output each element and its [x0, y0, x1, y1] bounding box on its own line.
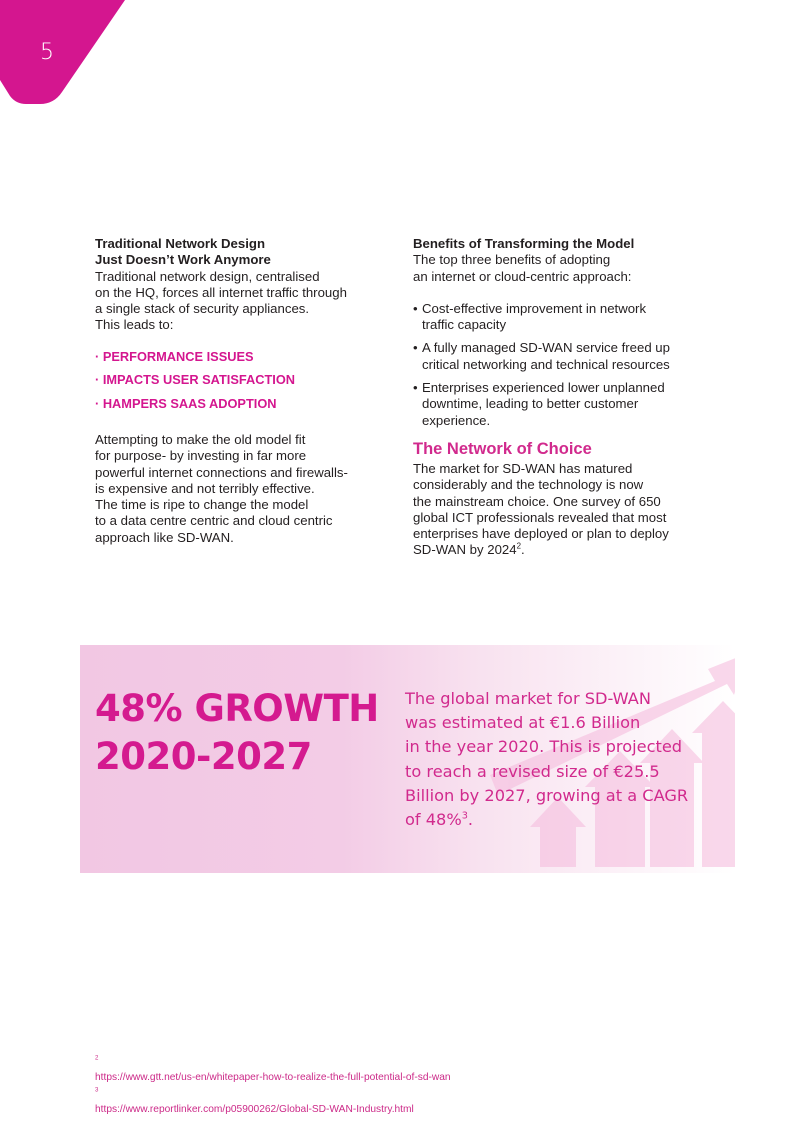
footnote-link[interactable]: https://www.gtt.net/us-en/whitepaper-how-to-realize-the-full-potential-of-sd-wan	[95, 1072, 451, 1083]
benefit-text: Cost-effective improvement in network traffic capacity	[422, 300, 647, 333]
growth-body: The global market for SD-WAN was estimated at €1.6 Billion in the year 2020. This is projected to reach a revised size of €25.5 Billion by 2027, growing at a CAGR of 48%	[405, 689, 689, 830]
growth-description	[405, 687, 705, 832]
issue-item: · PERFORMANCE ISSUES	[95, 348, 254, 364]
growth-end: .	[467, 810, 474, 830]
section-title: The Network of Choice	[413, 439, 592, 458]
benefit-text: Enterprises experienced lower unplanned downtime, leading to better customer experience.	[422, 380, 665, 428]
benefit-item	[413, 301, 713, 334]
benefit-text: A fully managed SD-WAN service freed up critical networking and technical resources	[422, 340, 670, 372]
page-number: 5	[40, 40, 54, 65]
right-heading: Benefits of Transforming the Model	[413, 236, 635, 251]
issue-item: · HAMPERS SAAS ADOPTION	[95, 395, 277, 411]
bullet-icon: •	[413, 300, 418, 316]
footnote-link[interactable]: https://www.reportlinker.com/p05900262/Global-SD-WAN-Industry.html	[95, 1104, 414, 1115]
right-column	[413, 236, 713, 559]
section-end: .	[521, 542, 525, 558]
left-column	[95, 236, 395, 546]
bullet-icon: •	[413, 380, 418, 396]
left-heading: Traditional Network Design Just Doesn’t Work Anymore	[95, 236, 271, 268]
benefit-item	[413, 380, 713, 429]
growth-banner	[80, 645, 735, 873]
issues-list	[95, 349, 395, 412]
benefits-list	[413, 301, 713, 429]
growth-headline: 48% GROWTH 2020-2027	[95, 687, 379, 778]
footnote-ref: 3	[461, 810, 468, 822]
footnote-item	[95, 1086, 451, 1118]
section-text	[413, 461, 713, 559]
footnote-mark: 3	[95, 1086, 99, 1094]
section-body: The market for SD-WAN has matured considerably and the technology is now the mainstream choice. One survey of 650 global ICT professionals revealed that most enterprises have deployed or plan to deploy SD-WAN by 2024	[413, 460, 669, 558]
left-closing: Attempting to make the old model fit for purpose- by investing in far more powerful internet connections and firewalls- is expensive and not terribly effective. The time is ripe to change the model to a data centre centric and cloud centric approach like SD-WAN.	[95, 431, 348, 545]
issue-item: · IMPACTS USER SATISFACTION	[95, 372, 296, 388]
right-intro: The top three benefits of adopting an internet or cloud-centric approach:	[413, 252, 632, 284]
page-corner-tab	[0, 0, 130, 110]
footnote-ref: 2	[516, 542, 521, 552]
footnotes	[95, 1054, 451, 1118]
footnote-item	[95, 1054, 451, 1086]
benefit-item	[413, 340, 713, 373]
bullet-icon: •	[413, 340, 418, 356]
left-intro: Traditional network design, centralised on the HQ, forces all internet traffic through a single stack of security appliances. This leads to:	[95, 268, 347, 333]
footnote-mark: 2	[95, 1054, 99, 1062]
